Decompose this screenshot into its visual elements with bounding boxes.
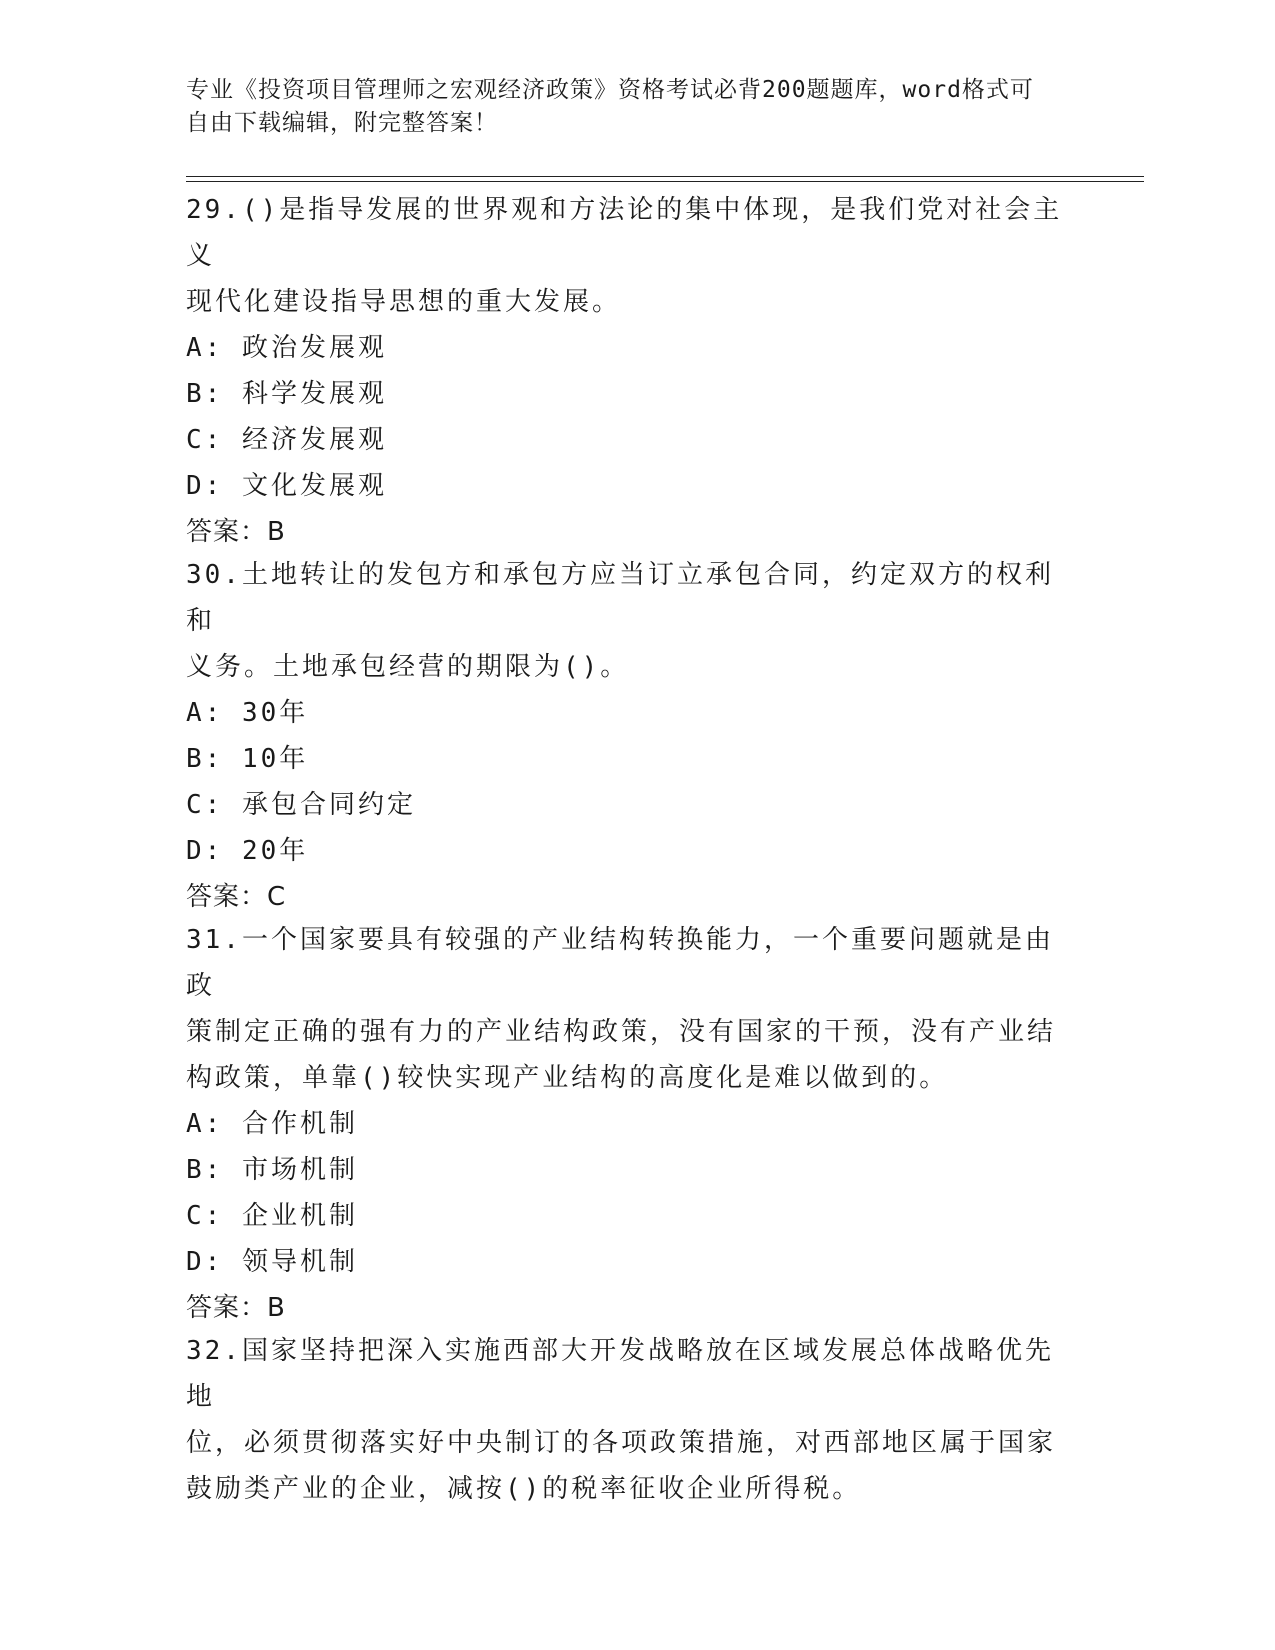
option-b: B: 10年 — [186, 744, 309, 774]
question-text-line: 策制定正确的强有力的产业结构政策，没有国家的干预，没有产业结 — [186, 1017, 1057, 1047]
question-32 — [186, 1328, 1066, 1512]
option-c: C: 经济发展观 — [186, 425, 387, 455]
option-b: B: 市场机制 — [186, 1155, 358, 1185]
option-c: C: 承包合同约定 — [186, 790, 416, 820]
question-text-line: 32.国家坚持把深入实施西部大开发战略放在区域发展总体战略优先地 — [186, 1336, 1054, 1412]
question-text-line: 29.()是指导发展的世界观和方法论的集中体现，是我们党对社会主义 — [186, 195, 1063, 271]
answer-line: 答案：B — [186, 1293, 286, 1323]
question-31 — [186, 917, 1066, 1331]
header-line-1: 专业《投资项目管理师之宏观经济政策》资格考试必背200题题库，word格式可 — [186, 77, 1034, 103]
header-line-2: 自由下载编辑，附完整答案！ — [186, 110, 498, 136]
question-text-line: 位，必须贯彻落实好中央制订的各项政策措施，对西部地区属于国家 — [186, 1428, 1057, 1458]
option-a: A: 30年 — [186, 698, 309, 728]
document-header — [186, 74, 1066, 140]
question-29 — [186, 187, 1066, 555]
question-text-line: 30.土地转让的发包方和承包方应当订立承包合同，约定双方的权利和 — [186, 560, 1054, 636]
question-text-line: 义务。土地承包经营的期限为()。 — [186, 652, 630, 682]
question-text-line: 31.一个国家要具有较强的产业结构转换能力，一个重要问题就是由政 — [186, 925, 1054, 1001]
header-divider-top — [186, 176, 1144, 177]
answer-line: 答案：B — [186, 517, 286, 547]
question-30 — [186, 552, 1066, 920]
question-text-line: 现代化建设指导思想的重大发展。 — [186, 287, 622, 317]
option-d: D: 文化发展观 — [186, 471, 387, 501]
question-text-line: 构政策，单靠()较快实现产业结构的高度化是难以做到的。 — [186, 1063, 949, 1093]
question-text-line: 鼓励类产业的企业，减按()的税率征收企业所得税。 — [186, 1474, 862, 1504]
option-c: C: 企业机制 — [186, 1201, 358, 1231]
option-a: A: 政治发展观 — [186, 333, 387, 363]
option-b: B: 科学发展观 — [186, 379, 387, 409]
header-divider-bottom — [186, 181, 1144, 182]
option-d: D: 20年 — [186, 836, 309, 866]
answer-line: 答案：C — [186, 882, 287, 912]
option-a: A: 合作机制 — [186, 1109, 358, 1139]
option-d: D: 领导机制 — [186, 1247, 358, 1277]
